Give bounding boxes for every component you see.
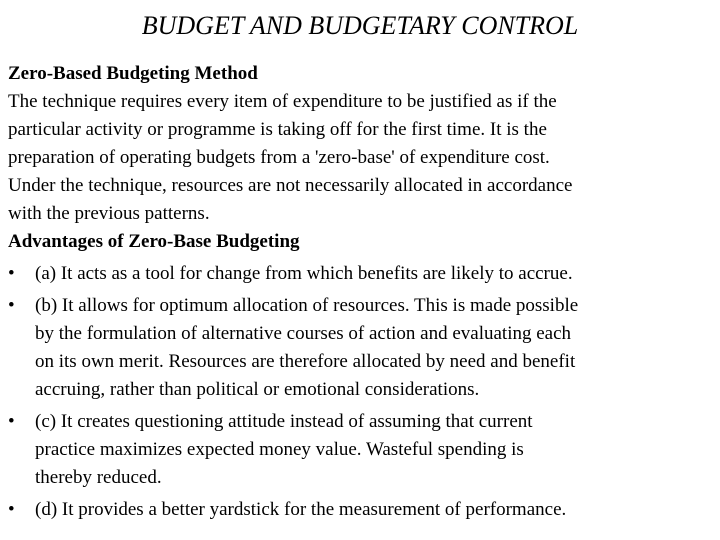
bullet-icon: •	[8, 499, 15, 520]
advantage-item	[8, 260, 714, 288]
advantage-line: accruing, rather than political or emotional considerations.	[35, 379, 480, 400]
slide-body	[8, 60, 714, 524]
bullet-icon: •	[8, 295, 15, 316]
advantage-line: thereby reduced.	[35, 467, 162, 488]
slide-title: BUDGET AND BUDGETARY CONTROL	[141, 11, 579, 40]
intro-line: particular activity or programme is taking off for the first time. It is the	[8, 119, 547, 140]
advantage-line: by the formulation of alternative courses of action and evaluating each	[35, 323, 572, 344]
advantages-list	[8, 260, 714, 524]
section-heading: Zero-Based Budgeting Method	[8, 63, 258, 84]
advantages-heading: Advantages of Zero-Base Budgeting	[8, 231, 300, 252]
intro-line: The technique requires every item of expenditure to be justified as if the	[8, 91, 557, 112]
advantage-item	[8, 408, 714, 492]
advantage-item	[8, 496, 714, 524]
advantage-line: (b) It allows for optimum allocation of resources. This is made possible	[35, 295, 579, 316]
advantage-line: practice maximizes expected money value. Wasteful spending is	[35, 439, 524, 460]
advantage-line: (a) It acts as a tool for change from which benefits are likely to accrue.	[35, 263, 573, 284]
intro-line: with the previous patterns.	[8, 203, 210, 224]
advantage-line: (d) It provides a better yardstick for the measurement of performance.	[35, 499, 567, 520]
advantage-line: on its own merit. Resources are therefore allocated by need and benefit	[35, 351, 576, 372]
intro-line: preparation of operating budgets from a 'zero-base' of expenditure cost.	[8, 147, 550, 168]
intro-paragraph	[8, 88, 714, 228]
advantage-line: (c) It creates questioning attitude instead of assuming that current	[35, 411, 533, 432]
bullet-icon: •	[8, 411, 15, 432]
advantage-item	[8, 292, 714, 404]
intro-line: Under the technique, resources are not necessarily allocated in accordance	[8, 175, 573, 196]
bullet-icon: •	[8, 263, 15, 284]
